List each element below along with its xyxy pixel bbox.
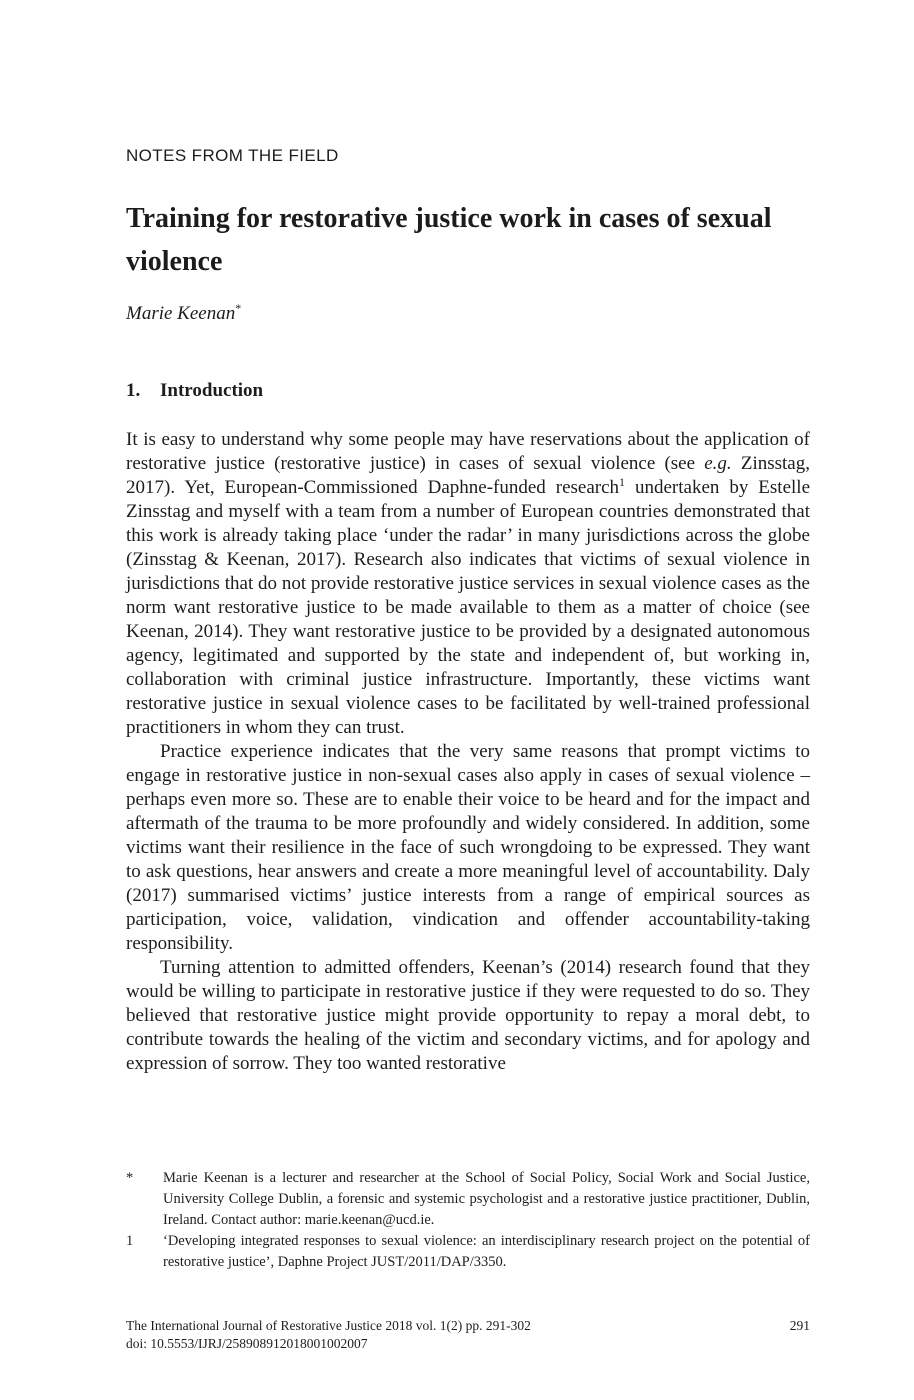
- page-number: 291: [789, 1318, 810, 1333]
- footnote-1: [126, 1231, 810, 1273]
- paragraph-1-lead: It is easy to understand why some people may have reservations about the application of restorative justice (restorative justice) in cases of sexual violence (see: [126, 429, 810, 474]
- footnotes-block: [126, 1168, 810, 1273]
- paragraph-2: Practice experience indicates that the very same reasons that prompt victims to engage in restorative justice in non-sexual cases also apply in cases of sexual violence – perhaps even more so. These are to enable their voice to be heard and for the impact and aftermath of the trauma to be more profoundly and widely considered. In addition, some victims want their resilience in the face of such wrongdoing to be expressed. They want to ask questions, hear answers and create a more meaningful level of accountability. Daly (2017) summarised victims’ justice interests from a range of empirical sources as participation, voice, validation, vindication and offender accountability-taking responsibility.: [126, 741, 810, 954]
- footnote-ref-1: 1: [619, 475, 626, 489]
- paragraph-1-mid: Zinsstag, 2017). Yet, European-Commissioned Daphne-funded research: [126, 453, 810, 498]
- article-body: [126, 428, 810, 1076]
- page-footer: [126, 1317, 810, 1353]
- doi-line: doi: 10.5553/IJRJ/258908912018001002007: [126, 1336, 368, 1351]
- author-line: [126, 303, 241, 325]
- footnote-1-text: ‘Developing integrated responses to sexual violence: an interdisciplinary research project on the potential of restorative justice’, Daphne Project JUST/2011/DAP/3350.: [163, 1233, 810, 1270]
- paragraph-1-rest: undertaken by Estelle Zinsstag and myself with a team from a number of European countries demonstrated that this work is already taking place ‘under the radar’ in many jurisdictions across the globe (Zinsstag & Keenan, 2017). Research also indicates that victims of sexual violence in jurisdictions that do not provide restorative justice services in sexual violence cases as the norm want restorative justice to be made available to them as a matter of choice (see Keenan, 2014). They want restorative justice to be provided by a designated autonomous agency, legitimated and supported by the state and independent of, but working in, collaboration with criminal justice infrastructure. Importantly, these victims want restorative justice in sexual violence cases to be facilitated by well-trained professional practitioners in whom they can trust.: [126, 477, 811, 738]
- article-title: Training for restorative justice work in cases of sexual violence: [126, 203, 772, 277]
- paragraph-1: [126, 428, 810, 740]
- section-number: 1.: [126, 380, 141, 401]
- section-heading: [126, 380, 810, 402]
- footer-citation-block: [126, 1317, 531, 1353]
- author-footnote-mark: *: [235, 301, 242, 315]
- footnote-author-affiliation-text: Marie Keenan is a lecturer and researcher at the School of Social Policy, Social Work and Social Justice, University College Dublin, a forensic and systemic psychologist and a restorative justice practitioner, Dublin, Ireland. Contact author: marie.keenan@ucd.ie.: [163, 1170, 810, 1228]
- paragraph-3: Turning attention to admitted offenders, Keenan’s (2014) research found that they would be willing to participate in restorative justice if they were requested to do so. They believed that restorative justice might provide opportunity to repay a moral debt, to contribute towards the healing of the victim and secondary victims, and for apology and expression of sorrow. They too wanted restorative: [126, 957, 810, 1074]
- article-category-kicker: NOTES FROM THE FIELD: [126, 146, 339, 165]
- footnote-marker-1: 1: [126, 1233, 134, 1249]
- journal-citation: The International Journal of Restorative Justice 2018 vol. 1(2) pp. 291-302: [126, 1318, 531, 1333]
- footnote-marker-asterisk: *: [126, 1170, 134, 1186]
- paragraph-1-italic-eg: e.g.: [704, 453, 732, 474]
- author-name: Marie Keenan: [126, 303, 236, 324]
- section-title: Introduction: [160, 380, 264, 401]
- footnote-author-affiliation: [126, 1168, 810, 1231]
